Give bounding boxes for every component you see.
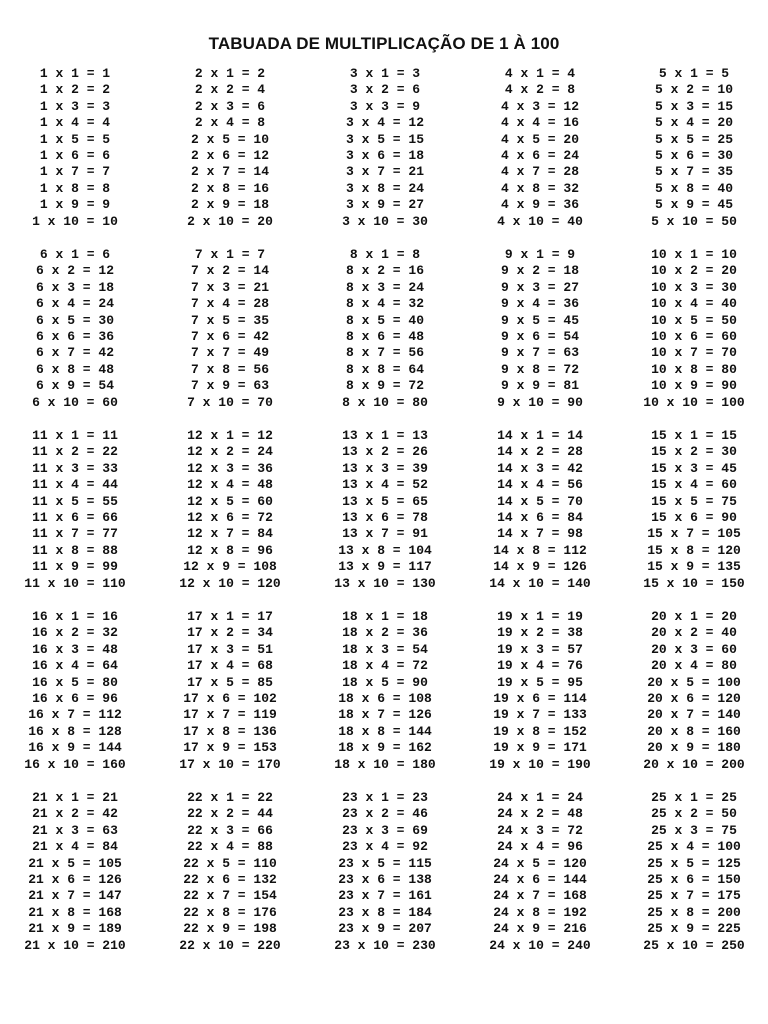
table-1-line-3: 1 x 3 = 3 (39, 98, 111, 114)
table-24-line-6: 24 x 6 = 144 (493, 871, 587, 887)
table-7 (153, 247, 308, 411)
table-1 (0, 66, 153, 230)
table-25 (617, 790, 768, 954)
table-21-line-3: 21 x 3 = 63 (32, 822, 118, 838)
table-4-line-3: 4 x 3 = 12 (500, 98, 579, 114)
table-14-line-1: 14 x 1 = 14 (497, 428, 583, 443)
table-13-line-3: 13 x 3 = 39 (342, 460, 428, 476)
table-13-line-7: 13 x 7 = 91 (342, 526, 428, 542)
table-7-line-9: 7 x 9 = 63 (190, 378, 269, 394)
table-5-line-10: 5 x 10 = 50 (651, 213, 737, 229)
table-17-line-7: 17 x 7 = 119 (183, 707, 277, 723)
table-10-line-7: 10 x 7 = 70 (651, 345, 737, 361)
table-1-line-1: 1 x 1 = 1 (39, 66, 111, 81)
table-5-line-1: 5 x 1 = 5 (658, 66, 730, 81)
table-15-line-7: 15 x 7 = 105 (647, 526, 741, 542)
table-3-line-1: 3 x 1 = 3 (349, 66, 421, 81)
table-20-line-2: 20 x 2 = 40 (651, 625, 737, 641)
table-4-line-6: 4 x 6 = 24 (500, 147, 579, 163)
table-8-line-5: 8 x 5 = 40 (345, 312, 424, 328)
table-19-line-5: 19 x 5 = 95 (497, 674, 583, 690)
table-15-line-5: 15 x 5 = 75 (651, 493, 737, 509)
table-12-line-5: 12 x 5 = 60 (187, 493, 273, 509)
table-12-line-2: 12 x 2 = 24 (187, 444, 273, 460)
table-18 (308, 609, 463, 773)
table-15-line-9: 15 x 9 = 135 (647, 559, 741, 575)
table-12-line-6: 12 x 6 = 72 (187, 509, 273, 525)
table-8 (308, 247, 463, 411)
table-5-line-3: 5 x 3 = 15 (654, 98, 733, 114)
table-1-line-5: 1 x 5 = 5 (39, 131, 111, 147)
table-7-line-10: 7 x 10 = 70 (187, 394, 273, 410)
table-21-line-6: 21 x 6 = 126 (28, 871, 122, 887)
table-2-line-4: 2 x 4 = 8 (194, 115, 266, 131)
table-5-line-2: 5 x 2 = 10 (654, 82, 733, 98)
table-13-line-4: 13 x 4 = 52 (342, 477, 428, 493)
table-21-line-4: 21 x 4 = 84 (32, 839, 118, 855)
table-21-line-10: 21 x 10 = 210 (24, 937, 126, 953)
table-3-line-9: 3 x 9 = 27 (345, 197, 424, 213)
table-13-line-5: 13 x 5 = 65 (342, 493, 428, 509)
table-7-line-2: 7 x 2 = 14 (190, 263, 269, 279)
table-7-line-1: 7 x 1 = 7 (194, 247, 266, 262)
table-20-line-6: 20 x 6 = 120 (647, 690, 741, 706)
table-21 (0, 790, 153, 954)
table-8-line-9: 8 x 9 = 72 (345, 378, 424, 394)
table-17-line-1: 17 x 1 = 17 (187, 609, 273, 624)
table-3-line-3: 3 x 3 = 9 (349, 98, 421, 114)
table-14-line-9: 14 x 9 = 126 (493, 559, 587, 575)
table-11-line-3: 11 x 3 = 33 (32, 460, 118, 476)
table-12-line-10: 12 x 10 = 120 (179, 575, 281, 591)
table-20-line-1: 20 x 1 = 20 (651, 609, 737, 624)
table-8-line-3: 8 x 3 = 24 (345, 279, 424, 295)
table-4-line-5: 4 x 5 = 20 (500, 131, 579, 147)
table-18-line-5: 18 x 5 = 90 (342, 674, 428, 690)
table-18-line-2: 18 x 2 = 36 (342, 625, 428, 641)
table-11-line-5: 11 x 5 = 55 (32, 493, 118, 509)
table-2-line-10: 2 x 10 = 20 (187, 213, 273, 229)
table-16-line-2: 16 x 2 = 32 (32, 625, 118, 641)
table-21-line-7: 21 x 7 = 147 (28, 888, 122, 904)
table-25-line-1: 25 x 1 = 25 (651, 790, 737, 805)
table-14-line-3: 14 x 3 = 42 (497, 460, 583, 476)
table-10-line-6: 10 x 6 = 60 (651, 328, 737, 344)
table-20-line-4: 20 x 4 = 80 (651, 658, 737, 674)
table-9-line-4: 9 x 4 = 36 (500, 296, 579, 312)
table-8-line-7: 8 x 7 = 56 (345, 345, 424, 361)
table-12-line-3: 12 x 3 = 36 (187, 460, 273, 476)
table-18-line-3: 18 x 3 = 54 (342, 641, 428, 657)
table-22-line-9: 22 x 9 = 198 (183, 921, 277, 937)
table-24-line-3: 24 x 3 = 72 (497, 822, 583, 838)
table-2-line-3: 2 x 3 = 6 (194, 98, 266, 114)
table-1-line-8: 1 x 8 = 8 (39, 180, 111, 196)
table-7-line-6: 7 x 6 = 42 (190, 328, 269, 344)
table-4-line-4: 4 x 4 = 16 (500, 115, 579, 131)
table-6 (0, 247, 153, 411)
table-2-line-2: 2 x 2 = 4 (194, 82, 266, 98)
table-17-line-10: 17 x 10 = 170 (179, 756, 281, 772)
table-19 (463, 609, 618, 773)
table-1-line-4: 1 x 4 = 4 (39, 115, 111, 131)
table-4-line-8: 4 x 8 = 32 (500, 180, 579, 196)
table-8-line-1: 8 x 1 = 8 (349, 247, 421, 262)
table-2-line-5: 2 x 5 = 10 (190, 131, 269, 147)
table-12-line-8: 12 x 8 = 96 (187, 542, 273, 558)
table-23-line-4: 23 x 4 = 92 (342, 839, 428, 855)
table-17-line-9: 17 x 9 = 153 (183, 740, 277, 756)
table-20-line-7: 20 x 7 = 140 (647, 707, 741, 723)
table-19-line-10: 19 x 10 = 190 (489, 756, 591, 772)
table-5-line-8: 5 x 8 = 40 (654, 180, 733, 196)
table-25-line-5: 25 x 5 = 125 (647, 855, 741, 871)
table-15-line-8: 15 x 8 = 120 (647, 542, 741, 558)
table-11-line-10: 11 x 10 = 110 (24, 575, 126, 591)
table-6-line-7: 6 x 7 = 42 (35, 345, 114, 361)
table-22-line-2: 22 x 2 = 44 (187, 806, 273, 822)
table-25-line-7: 25 x 7 = 175 (647, 888, 741, 904)
table-22-line-1: 22 x 1 = 22 (187, 790, 273, 805)
table-8-line-10: 8 x 10 = 80 (342, 394, 428, 410)
table-19-line-9: 19 x 9 = 171 (493, 740, 587, 756)
table-10-line-8: 10 x 8 = 80 (651, 361, 737, 377)
page-title: TABUADA DE MULTIPLICAÇÃO DE 1 À 100 (208, 34, 560, 53)
table-25-line-2: 25 x 2 = 50 (651, 806, 737, 822)
table-15-line-2: 15 x 2 = 30 (651, 444, 737, 460)
table-22-line-5: 22 x 5 = 110 (183, 855, 277, 871)
table-14-line-10: 14 x 10 = 140 (489, 575, 591, 591)
table-19-line-2: 19 x 2 = 38 (497, 625, 583, 641)
table-20-line-3: 20 x 3 = 60 (651, 641, 737, 657)
table-11 (0, 428, 153, 592)
table-23-line-10: 23 x 10 = 230 (334, 937, 436, 953)
table-4-line-1: 4 x 1 = 4 (504, 66, 576, 81)
table-11-line-8: 11 x 8 = 88 (32, 542, 118, 558)
table-19-line-6: 19 x 6 = 114 (493, 690, 587, 706)
table-15-line-4: 15 x 4 = 60 (651, 477, 737, 493)
table-19-line-3: 19 x 3 = 57 (497, 641, 583, 657)
table-7-line-4: 7 x 4 = 28 (190, 296, 269, 312)
table-9-line-7: 9 x 7 = 63 (500, 345, 579, 361)
table-14-line-7: 14 x 7 = 98 (497, 526, 583, 542)
table-10-line-5: 10 x 5 = 50 (651, 312, 737, 328)
table-3-line-7: 3 x 7 = 21 (345, 164, 424, 180)
table-14-line-5: 14 x 5 = 70 (497, 493, 583, 509)
table-15-line-10: 15 x 10 = 150 (643, 575, 745, 591)
table-5-line-9: 5 x 9 = 45 (654, 197, 733, 213)
table-13-line-10: 13 x 10 = 130 (334, 575, 436, 591)
table-16-line-4: 16 x 4 = 64 (32, 658, 118, 674)
table-21-line-9: 21 x 9 = 189 (28, 921, 122, 937)
table-10-line-2: 10 x 2 = 20 (651, 263, 737, 279)
table-24-line-2: 24 x 2 = 48 (497, 806, 583, 822)
table-24-line-1: 24 x 1 = 24 (497, 790, 583, 805)
table-22-line-8: 22 x 8 = 176 (183, 904, 277, 920)
table-25-line-8: 25 x 8 = 200 (647, 904, 741, 920)
table-18-line-8: 18 x 8 = 144 (338, 723, 432, 739)
table-3-line-2: 3 x 2 = 6 (349, 82, 421, 98)
table-16-line-9: 16 x 9 = 144 (28, 740, 122, 756)
table-20 (617, 609, 768, 773)
table-22-line-3: 22 x 3 = 66 (187, 822, 273, 838)
table-1-line-2: 1 x 2 = 2 (39, 82, 111, 98)
table-12 (153, 428, 308, 592)
table-6-line-1: 6 x 1 = 6 (39, 247, 111, 262)
table-16-line-1: 16 x 1 = 16 (32, 609, 118, 624)
table-17-line-4: 17 x 4 = 68 (187, 658, 273, 674)
table-25-line-6: 25 x 6 = 150 (647, 871, 741, 887)
table-24-line-7: 24 x 7 = 168 (493, 888, 587, 904)
table-18-line-7: 18 x 7 = 126 (338, 707, 432, 723)
table-23-line-8: 23 x 8 = 184 (338, 904, 432, 920)
table-3-line-8: 3 x 8 = 24 (345, 180, 424, 196)
table-22-line-4: 22 x 4 = 88 (187, 839, 273, 855)
table-15-line-6: 15 x 6 = 90 (651, 509, 737, 525)
table-19-line-4: 19 x 4 = 76 (497, 658, 583, 674)
table-9-line-8: 9 x 8 = 72 (500, 361, 579, 377)
table-2-line-7: 2 x 7 = 14 (190, 164, 269, 180)
table-19-line-7: 19 x 7 = 133 (493, 707, 587, 723)
table-21-line-2: 21 x 2 = 42 (32, 806, 118, 822)
table-20-line-8: 20 x 8 = 160 (647, 723, 741, 739)
table-18-line-4: 18 x 4 = 72 (342, 658, 428, 674)
table-1-line-6: 1 x 6 = 6 (39, 147, 111, 163)
table-10-line-1: 10 x 1 = 10 (651, 247, 737, 262)
table-9-line-6: 9 x 6 = 54 (500, 328, 579, 344)
table-6-line-8: 6 x 8 = 48 (35, 361, 114, 377)
table-25-line-10: 25 x 10 = 250 (643, 937, 745, 953)
table-19-line-1: 19 x 1 = 19 (497, 609, 583, 624)
table-2 (153, 66, 308, 230)
table-11-line-7: 11 x 7 = 77 (32, 526, 118, 542)
table-14-line-8: 14 x 8 = 112 (493, 542, 587, 558)
table-9-line-9: 9 x 9 = 81 (500, 378, 579, 394)
table-24 (463, 790, 618, 954)
table-17-line-3: 17 x 3 = 51 (187, 641, 273, 657)
table-13-line-8: 13 x 8 = 104 (338, 542, 432, 558)
table-23-line-7: 23 x 7 = 161 (338, 888, 432, 904)
table-15-line-3: 15 x 3 = 45 (651, 460, 737, 476)
table-4-line-2: 4 x 2 = 8 (504, 82, 576, 98)
table-6-line-3: 6 x 3 = 18 (35, 279, 114, 295)
table-14-line-6: 14 x 6 = 84 (497, 509, 583, 525)
table-7-line-3: 7 x 3 = 21 (190, 279, 269, 295)
table-9-line-5: 9 x 5 = 45 (500, 312, 579, 328)
table-11-line-9: 11 x 9 = 99 (32, 559, 118, 575)
table-12-line-1: 12 x 1 = 12 (187, 428, 273, 443)
table-1-line-10: 1 x 10 = 10 (32, 213, 118, 229)
table-3-line-5: 3 x 5 = 15 (345, 131, 424, 147)
table-8-line-2: 8 x 2 = 16 (345, 263, 424, 279)
table-5-line-7: 5 x 7 = 35 (654, 164, 733, 180)
table-11-line-1: 11 x 1 = 11 (32, 428, 118, 443)
table-9-line-1: 9 x 1 = 9 (504, 247, 576, 262)
table-1-line-9: 1 x 9 = 9 (39, 197, 111, 213)
table-22-line-10: 22 x 10 = 220 (179, 937, 281, 953)
table-7-line-5: 7 x 5 = 35 (190, 312, 269, 328)
table-6-line-6: 6 x 6 = 36 (35, 328, 114, 344)
table-24-line-9: 24 x 9 = 216 (493, 921, 587, 937)
table-16-line-5: 16 x 5 = 80 (32, 674, 118, 690)
table-14 (463, 428, 618, 592)
table-4-line-7: 4 x 7 = 28 (500, 164, 579, 180)
table-17-line-5: 17 x 5 = 85 (187, 674, 273, 690)
table-16 (0, 609, 153, 773)
table-23-line-5: 23 x 5 = 115 (338, 855, 432, 871)
table-16-line-7: 16 x 7 = 112 (28, 707, 122, 723)
table-22-line-6: 22 x 6 = 132 (183, 871, 277, 887)
table-21-line-8: 21 x 8 = 168 (28, 904, 122, 920)
table-24-line-10: 24 x 10 = 240 (489, 937, 591, 953)
table-17-line-2: 17 x 2 = 34 (187, 625, 273, 641)
table-6-line-10: 6 x 10 = 60 (32, 394, 118, 410)
table-20-line-5: 20 x 5 = 100 (647, 674, 741, 690)
table-10-line-4: 10 x 4 = 40 (651, 296, 737, 312)
table-8-line-6: 8 x 6 = 48 (345, 328, 424, 344)
table-13-line-6: 13 x 6 = 78 (342, 509, 428, 525)
table-23 (308, 790, 463, 954)
table-24-line-4: 24 x 4 = 96 (497, 839, 583, 855)
table-9-line-3: 9 x 3 = 27 (500, 279, 579, 295)
table-4 (463, 66, 618, 230)
table-4-line-10: 4 x 10 = 40 (497, 213, 583, 229)
table-14-line-2: 14 x 2 = 28 (497, 444, 583, 460)
table-10 (617, 247, 768, 411)
table-7-line-8: 7 x 8 = 56 (190, 361, 269, 377)
table-23-line-1: 23 x 1 = 23 (342, 790, 428, 805)
table-8-line-8: 8 x 8 = 64 (345, 361, 424, 377)
table-6-line-9: 6 x 9 = 54 (35, 378, 114, 394)
table-18-line-9: 18 x 9 = 162 (338, 740, 432, 756)
table-22 (153, 790, 308, 954)
table-16-line-6: 16 x 6 = 96 (32, 690, 118, 706)
table-24-line-8: 24 x 8 = 192 (493, 904, 587, 920)
table-12-line-9: 12 x 9 = 108 (183, 559, 277, 575)
table-13-line-9: 13 x 9 = 117 (338, 559, 432, 575)
table-25-line-9: 25 x 9 = 225 (647, 921, 741, 937)
table-12-line-7: 12 x 7 = 84 (187, 526, 273, 542)
table-2-line-8: 2 x 8 = 16 (190, 180, 269, 196)
table-23-line-6: 23 x 6 = 138 (338, 871, 432, 887)
table-13 (308, 428, 463, 592)
table-3-line-6: 3 x 6 = 18 (345, 147, 424, 163)
table-3-line-10: 3 x 10 = 30 (342, 213, 428, 229)
table-20-line-10: 20 x 10 = 200 (643, 756, 745, 772)
table-3-line-4: 3 x 4 = 12 (345, 115, 424, 131)
table-22-line-7: 22 x 7 = 154 (183, 888, 277, 904)
table-2-line-6: 2 x 6 = 12 (190, 147, 269, 163)
table-18-line-10: 18 x 10 = 180 (334, 756, 436, 772)
table-9-line-2: 9 x 2 = 18 (500, 263, 579, 279)
table-6-line-5: 6 x 5 = 30 (35, 312, 114, 328)
table-6-line-2: 6 x 2 = 12 (35, 263, 114, 279)
table-23-line-3: 23 x 3 = 69 (342, 822, 428, 838)
table-10-line-9: 10 x 9 = 90 (651, 378, 737, 394)
table-14-line-4: 14 x 4 = 56 (497, 477, 583, 493)
table-16-line-8: 16 x 8 = 128 (28, 723, 122, 739)
table-5-line-6: 5 x 6 = 30 (654, 147, 733, 163)
table-9 (463, 247, 618, 411)
table-2-line-9: 2 x 9 = 18 (190, 197, 269, 213)
table-23-line-9: 23 x 9 = 207 (338, 921, 432, 937)
table-21-line-5: 21 x 5 = 105 (28, 855, 122, 871)
table-21-line-1: 21 x 1 = 21 (32, 790, 118, 805)
table-13-line-1: 13 x 1 = 13 (342, 428, 428, 443)
table-11-line-2: 11 x 2 = 22 (32, 444, 118, 460)
table-17-line-8: 17 x 8 = 136 (183, 723, 277, 739)
table-9-line-10: 9 x 10 = 90 (497, 394, 583, 410)
table-16-line-3: 16 x 3 = 48 (32, 641, 118, 657)
table-15 (617, 428, 768, 592)
table-3 (308, 66, 463, 230)
table-10-line-10: 10 x 10 = 100 (643, 394, 745, 410)
table-25-line-3: 25 x 3 = 75 (651, 822, 737, 838)
table-17 (153, 609, 308, 773)
table-11-line-4: 11 x 4 = 44 (32, 477, 118, 493)
table-19-line-8: 19 x 8 = 152 (493, 723, 587, 739)
table-7-line-7: 7 x 7 = 49 (190, 345, 269, 361)
table-24-line-5: 24 x 5 = 120 (493, 855, 587, 871)
table-13-line-2: 13 x 2 = 26 (342, 444, 428, 460)
table-5 (617, 66, 768, 230)
table-20-line-9: 20 x 9 = 180 (647, 740, 741, 756)
table-10-line-3: 10 x 3 = 30 (651, 279, 737, 295)
table-2-line-1: 2 x 1 = 2 (194, 66, 266, 81)
table-11-line-6: 11 x 6 = 66 (32, 509, 118, 525)
table-18-line-1: 18 x 1 = 18 (342, 609, 428, 624)
table-12-line-4: 12 x 4 = 48 (187, 477, 273, 493)
table-4-line-9: 4 x 9 = 36 (500, 197, 579, 213)
table-5-line-5: 5 x 5 = 25 (654, 131, 733, 147)
table-5-line-4: 5 x 4 = 20 (654, 115, 733, 131)
table-25-line-4: 25 x 4 = 100 (647, 839, 741, 855)
table-17-line-6: 17 x 6 = 102 (183, 690, 277, 706)
table-18-line-6: 18 x 6 = 108 (338, 690, 432, 706)
table-23-line-2: 23 x 2 = 46 (342, 806, 428, 822)
table-16-line-10: 16 x 10 = 160 (24, 756, 126, 772)
table-15-line-1: 15 x 1 = 15 (651, 428, 737, 443)
table-8-line-4: 8 x 4 = 32 (345, 296, 424, 312)
table-6-line-4: 6 x 4 = 24 (35, 296, 114, 312)
table-1-line-7: 1 x 7 = 7 (39, 164, 111, 180)
